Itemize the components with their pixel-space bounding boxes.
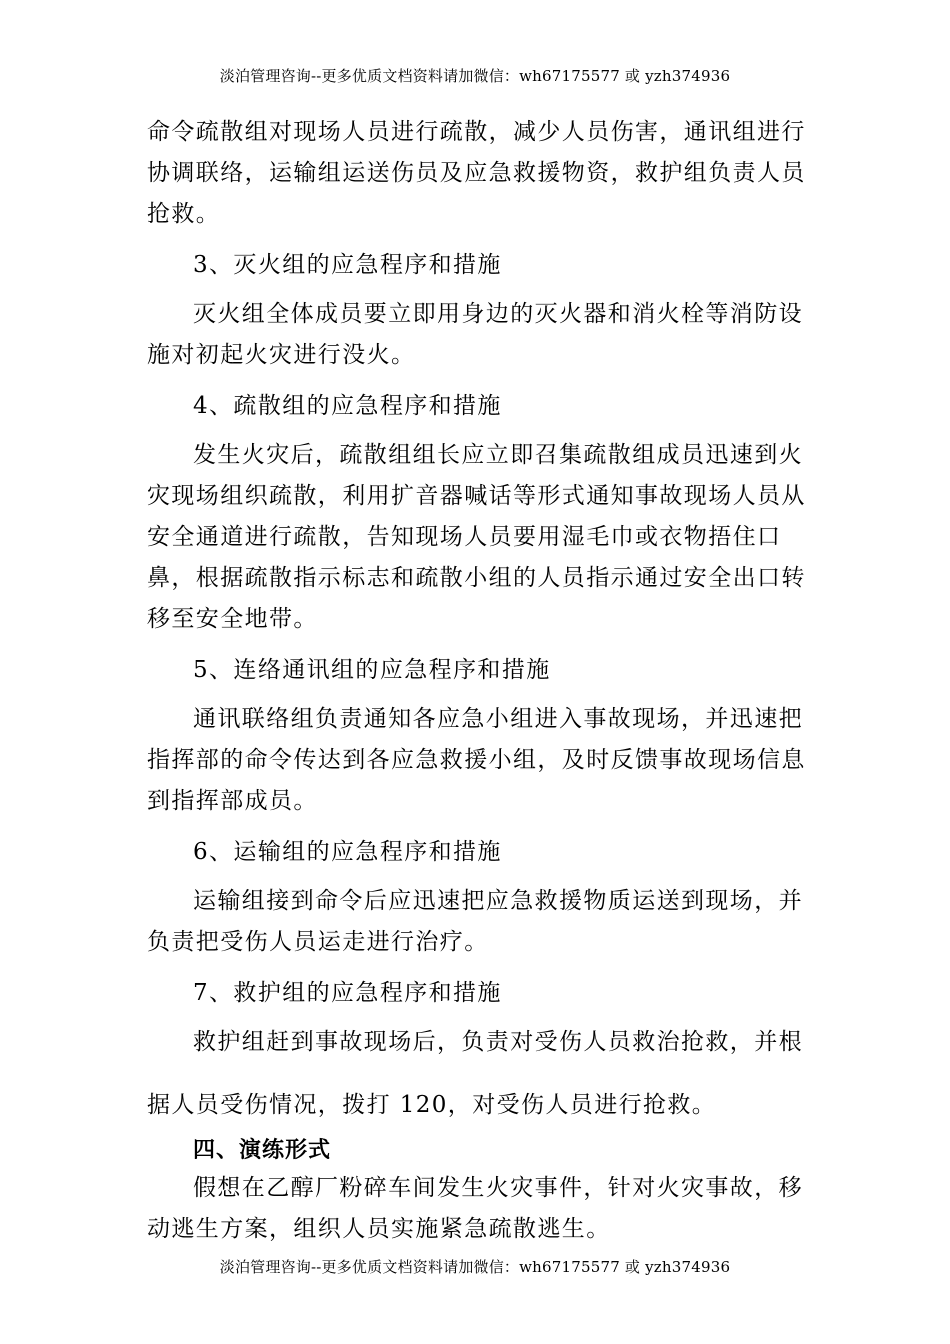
paragraph-drill-form: 假想在乙醇厂粉碎车间发生火灾事件，针对火灾事故，移动逃生方案，组织人员实施紧急疏散逃生。 <box>147 1175 803 1242</box>
heading-fire-team: 3、灭火组的应急程序和措施 <box>193 252 502 278</box>
paragraph-rescue-team-line2: 据人员受伤情况，拨打 120，对受伤人员进行抢救。 <box>147 1092 717 1118</box>
paragraph-rescue-team-line1: 救护组赶到事故现场后，负责对受伤人员救治抢救，并根 <box>193 1029 803 1055</box>
page-footer: 淡泊管理咨询--更多优质文档资料请加微信：wh67175577 或 yzh374936 <box>219 1258 731 1276</box>
heading-transport-team: 6、运输组的应急程序和措施 <box>193 839 502 865</box>
document-body <box>147 112 817 1250</box>
paragraph-command: 命令疏散组对现场人员进行疏散，减少人员伤害，通讯组进行协调联络，运输组运送伤员及应急救援物资，救护组负责人员抢救。 <box>147 119 806 227</box>
page-header: 淡泊管理咨询--更多优质文档资料请加微信：wh67175577 或 yzh374936 <box>219 67 731 85</box>
paragraph-communication-team: 通讯联络组负责通知各应急小组进入事故现场，并迅速把指挥部的命令传达到各应急救援小组，及时反馈事故现场信息到指挥部成员。 <box>147 706 806 814</box>
heading-rescue-team: 7、救护组的应急程序和措施 <box>193 980 502 1006</box>
heading-evacuation-team: 4、疏散组的应急程序和措施 <box>193 393 502 419</box>
paragraph-transport-team: 运输组接到命令后应迅速把应急救援物质运送到现场，并负责把受伤人员运走进行治疗。 <box>147 888 803 955</box>
section-title-drill-form: 四、演练形式 <box>193 1138 332 1163</box>
paragraph-evacuation-team: 发生火灾后，疏散组组长应立即召集疏散组成员迅速到火灾现场组织疏散，利用扩音器喊话等形式通知事故现场人员从安全通道进行疏散，告知现场人员要用湿毛巾或衣物捂住口鼻，根据疏散指示标志和疏散小组的人员指示通过安全出口转移至安全地带。 <box>147 442 806 632</box>
heading-communication-team: 5、连络通讯组的应急程序和措施 <box>193 657 551 683</box>
paragraph-fire-team: 灭火组全体成员要立即用身边的灭火器和消火栓等消防设施对初起火灾进行没火。 <box>147 301 803 368</box>
